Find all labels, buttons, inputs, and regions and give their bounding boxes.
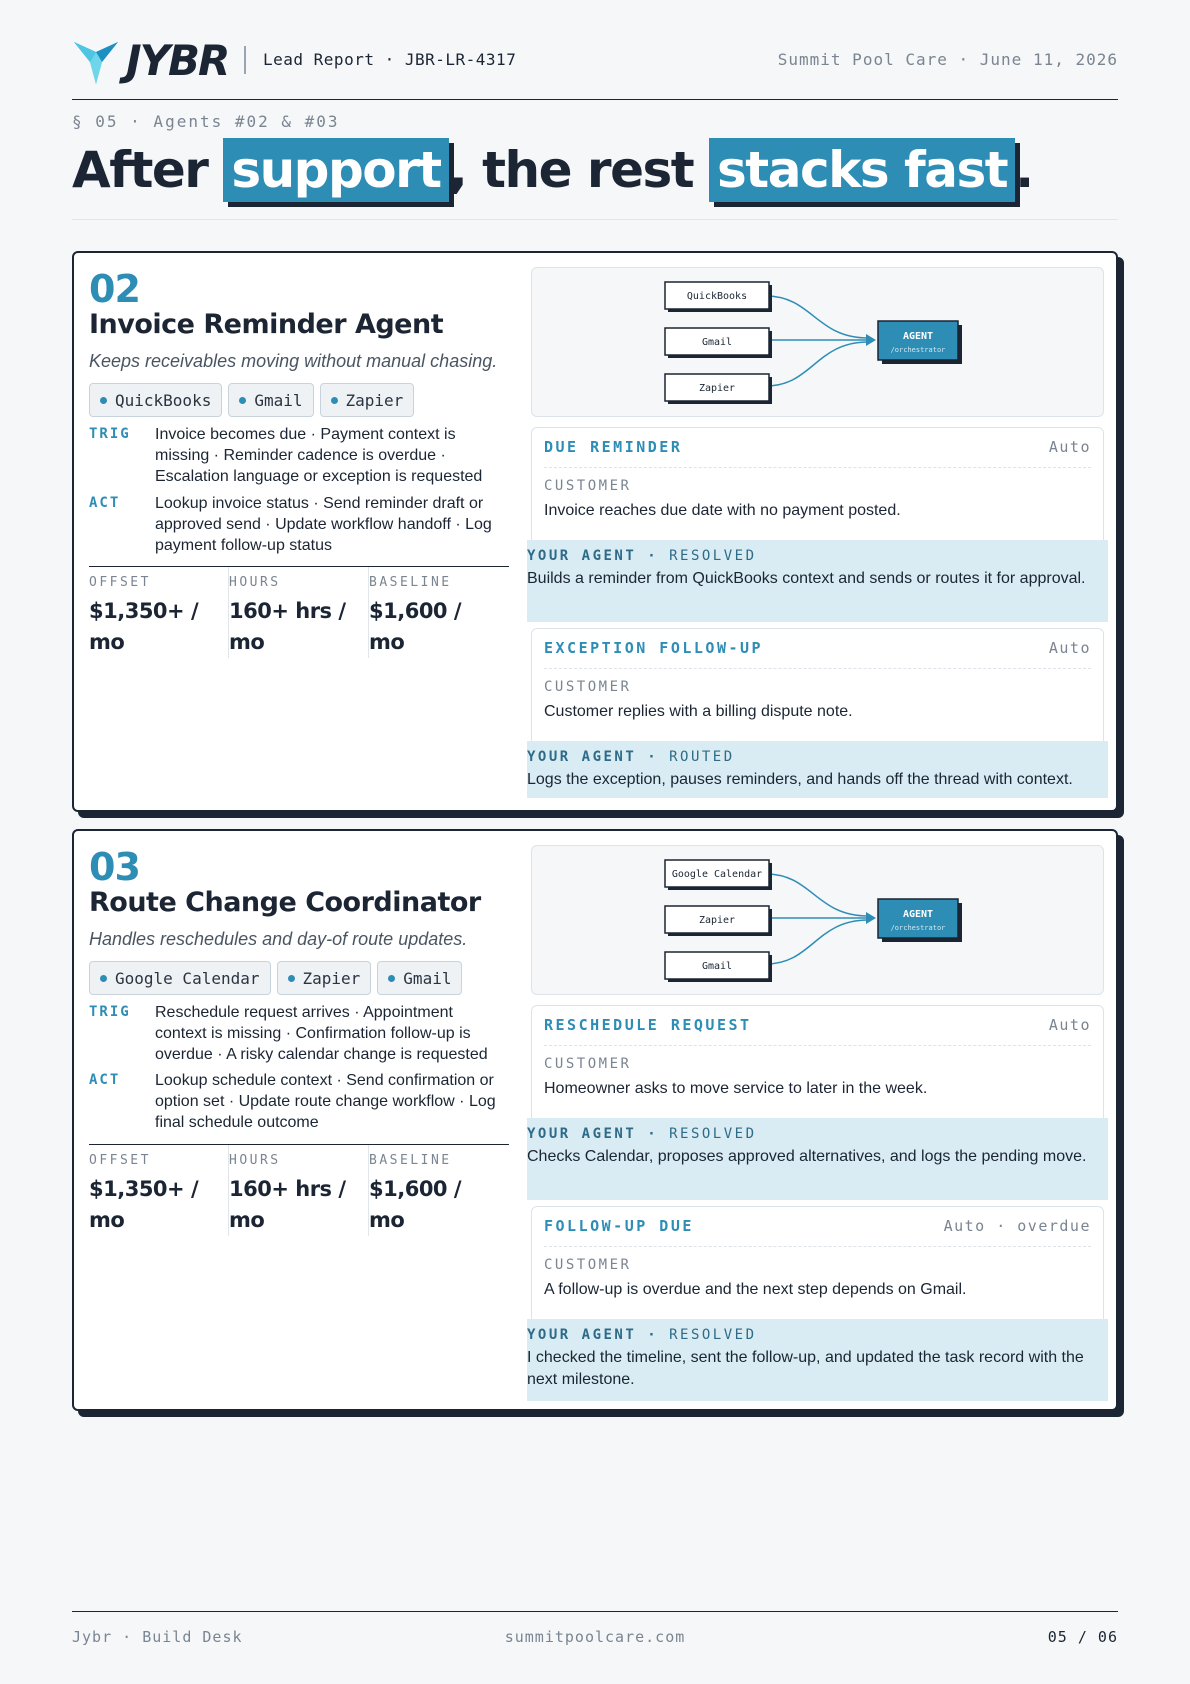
act-label: ACT <box>89 495 121 511</box>
input-node-label: Zapier <box>698 383 736 394</box>
agent-node-label: AGENT <box>902 331 934 342</box>
arrow-icon <box>866 334 876 346</box>
customer-message: A follow-up is overdue and the next step depends on Gmail. <box>544 1281 967 1298</box>
chip-gmail <box>377 961 462 995</box>
title-post: . <box>1015 141 1033 199</box>
agent-number: 02 <box>89 267 140 311</box>
conversation-title: RESCHEDULE REQUEST <box>544 1016 752 1034</box>
conversation-header <box>544 438 1091 468</box>
input-node-label: Gmail <box>701 961 733 972</box>
conversation-title: FOLLOW-UP DUE <box>544 1217 694 1235</box>
chip-zapier <box>277 961 372 995</box>
stat-baseline <box>369 1145 509 1236</box>
stat-value: $1,350+ / mo <box>89 1177 199 1232</box>
action-row <box>89 493 499 556</box>
chip-label: Zapier <box>345 390 404 410</box>
reply-speaker: YOUR AGENT <box>527 548 637 564</box>
agent-reply <box>527 741 1108 798</box>
reply-status: ROUTED <box>669 749 735 765</box>
integration-chips <box>89 383 414 417</box>
trigger-row <box>89 424 499 487</box>
chip-label: QuickBooks <box>115 390 212 410</box>
dot-icon <box>100 397 107 404</box>
integration-chips <box>89 961 462 995</box>
stats-row <box>89 566 509 658</box>
jybr-logo-icon <box>72 36 122 86</box>
reply-header: YOUR AGENT · RESOLVED <box>527 1126 757 1142</box>
agent-number: 03 <box>89 845 140 889</box>
reply-header: YOUR AGENT · ROUTED <box>527 749 735 765</box>
agent-name: Route Change Coordinator <box>89 887 481 918</box>
input-node-label: Zapier <box>698 915 736 926</box>
chip-label: Google Calendar <box>115 968 260 988</box>
conversation-header <box>544 1016 1091 1046</box>
speaker-label: CUSTOMER <box>544 1056 632 1072</box>
reply-status: RESOLVED <box>669 1126 757 1142</box>
stat-offset <box>89 1145 229 1236</box>
stat-value: 160+ hrs / mo <box>229 599 346 654</box>
agent-name: Invoice Reminder Agent <box>89 309 444 340</box>
speaker-label: CUSTOMER <box>544 679 632 695</box>
reply-text: Logs the exception, pauses reminders, and hands off the thread with context. <box>527 771 1073 788</box>
agent-card-02 <box>72 251 1118 812</box>
agent-tagline: Handles reschedules and day-of route updates. <box>89 929 468 949</box>
reply-speaker: YOUR AGENT <box>527 749 637 765</box>
input-node-label: Google Calendar <box>671 869 763 880</box>
chip-label: Gmail <box>403 968 452 988</box>
reply-status: RESOLVED <box>669 1327 757 1343</box>
input-node-label: QuickBooks <box>686 291 748 302</box>
title-highlight-2: stacks fast <box>709 138 1015 202</box>
act-text: Lookup invoice status · Send reminder draft or approved send · Update workflow handoff · Log payment follow-up status <box>155 495 492 554</box>
stat-label: OFFSET <box>89 1153 151 1168</box>
agent-reply <box>527 540 1108 622</box>
trig-label: TRIG <box>89 426 131 442</box>
header-divider <box>244 46 246 74</box>
integration-diagram <box>531 845 1104 995</box>
conversation-follow-up-due <box>531 1206 1104 1322</box>
stat-offset <box>89 567 229 658</box>
stat-label: HOURS <box>229 575 281 590</box>
conversation-mode: Auto <box>1048 1016 1091 1034</box>
stat-label: HOURS <box>229 1153 281 1168</box>
stat-value: $1,350+ / mo <box>89 599 199 654</box>
dot-icon <box>100 975 107 982</box>
chip-gmail <box>228 383 313 417</box>
customer-message: Invoice reaches due date with no payment posted. <box>544 502 901 519</box>
stat-value: $1,600 / mo <box>369 599 462 654</box>
dot-icon <box>288 975 295 982</box>
agent-node-label: AGENT <box>902 909 934 920</box>
action-row <box>89 1070 499 1133</box>
integration-diagram <box>531 267 1104 417</box>
conversation-title: EXCEPTION FOLLOW-UP <box>544 639 764 657</box>
agent-node-sub: /orchestrator <box>890 924 946 932</box>
reply-header: YOUR AGENT · RESOLVED <box>527 1327 757 1343</box>
logo-wordmark: JYBR <box>126 36 229 85</box>
client-date: Summit Pool Care · June 11, 2026 <box>777 50 1118 69</box>
connector-line <box>766 342 868 386</box>
act-label: ACT <box>89 1072 121 1088</box>
conversation-mode: Auto <box>1048 639 1091 657</box>
trigger-row <box>89 1002 499 1065</box>
dot-icon <box>239 397 246 404</box>
connector-line <box>766 296 868 338</box>
section-kicker: § 05 · Agents #02 & #03 <box>72 112 340 131</box>
dot-icon <box>388 975 395 982</box>
trig-text: Reschedule request arrives · Appointment context is missing · Confirmation follow-up is overdue · A risky calendar change is requested <box>155 1004 488 1063</box>
stat-label: BASELINE <box>369 575 452 590</box>
stat-hours <box>229 567 369 658</box>
reply-text: Builds a reminder from QuickBooks context and sends or routes it for approval. <box>527 570 1086 587</box>
page-header <box>72 30 1118 100</box>
reply-speaker: YOUR AGENT <box>527 1126 637 1142</box>
report-label: Lead Report · JBR-LR-4317 <box>263 50 517 69</box>
logo <box>72 36 228 86</box>
title-mid: , the rest <box>448 141 710 199</box>
conversation-mode: Auto <box>1048 438 1091 456</box>
reply-text: Checks Calendar, proposes approved alternatives, and logs the pending move. <box>527 1148 1087 1165</box>
act-text: Lookup schedule context · Send confirmation or option set · Update route change workflow · Log final schedule outcome <box>155 1072 496 1131</box>
conversation-header <box>544 1217 1091 1247</box>
dot-icon <box>331 397 338 404</box>
conversation-reschedule-request <box>531 1005 1104 1121</box>
trig-label: TRIG <box>89 1004 131 1020</box>
title-highlight-1: support <box>223 138 448 202</box>
page-title <box>72 134 1033 206</box>
stat-baseline <box>369 567 509 658</box>
agent-card-03 <box>72 829 1118 1411</box>
conversation-title: DUE REMINDER <box>544 438 683 456</box>
conversation-mode: Auto · overdue <box>943 1217 1091 1235</box>
stat-value: $1,600 / mo <box>369 1177 462 1232</box>
reply-status: RESOLVED <box>669 548 757 564</box>
conversation-header <box>544 639 1091 669</box>
agent-reply <box>527 1118 1108 1200</box>
agent-reply <box>527 1319 1108 1401</box>
speaker-label: CUSTOMER <box>544 478 632 494</box>
input-node-label: Gmail <box>701 337 733 348</box>
chip-zapier <box>320 383 415 417</box>
title-divider <box>72 219 1118 220</box>
page-footer <box>72 1611 1118 1651</box>
reply-speaker: YOUR AGENT <box>527 1327 637 1343</box>
chip-label: Gmail <box>254 390 303 410</box>
chip-label: Zapier <box>302 968 361 988</box>
speaker-label: CUSTOMER <box>544 1257 632 1273</box>
customer-message: Customer replies with a billing dispute note. <box>544 703 853 720</box>
agent-tagline: Keeps receivables moving without manual chasing. <box>89 351 498 371</box>
footer-website[interactable]: summitpoolcare.com <box>504 1628 686 1646</box>
footer-brand: Jybr · Build Desk <box>72 1628 243 1646</box>
page-number: 05 / 06 <box>1047 1628 1118 1646</box>
stat-hours <box>229 1145 369 1236</box>
conversation-exception-follow-up <box>531 628 1104 744</box>
agent-node-sub: /orchestrator <box>890 346 946 354</box>
stat-label: BASELINE <box>369 1153 452 1168</box>
reply-header: YOUR AGENT · RESOLVED <box>527 548 757 564</box>
stats-row <box>89 1144 509 1236</box>
reply-text: I checked the timeline, sent the follow-up, and updated the task record with the next milestone. <box>527 1349 1084 1388</box>
connector-line <box>766 874 868 916</box>
arrow-icon <box>866 912 876 924</box>
stat-label: OFFSET <box>89 575 151 590</box>
conversation-due-reminder <box>531 427 1104 543</box>
trig-text: Invoice becomes due · Payment context is missing · Reminder cadence is overdue · Escalation language or exception is requested <box>155 426 483 485</box>
connector-line <box>766 920 868 964</box>
chip-google-calendar <box>89 961 271 995</box>
title-pre: After <box>72 141 224 199</box>
customer-message: Homeowner asks to move service to later in the week. <box>544 1080 928 1097</box>
chip-quickbooks <box>89 383 222 417</box>
stat-value: 160+ hrs / mo <box>229 1177 346 1232</box>
